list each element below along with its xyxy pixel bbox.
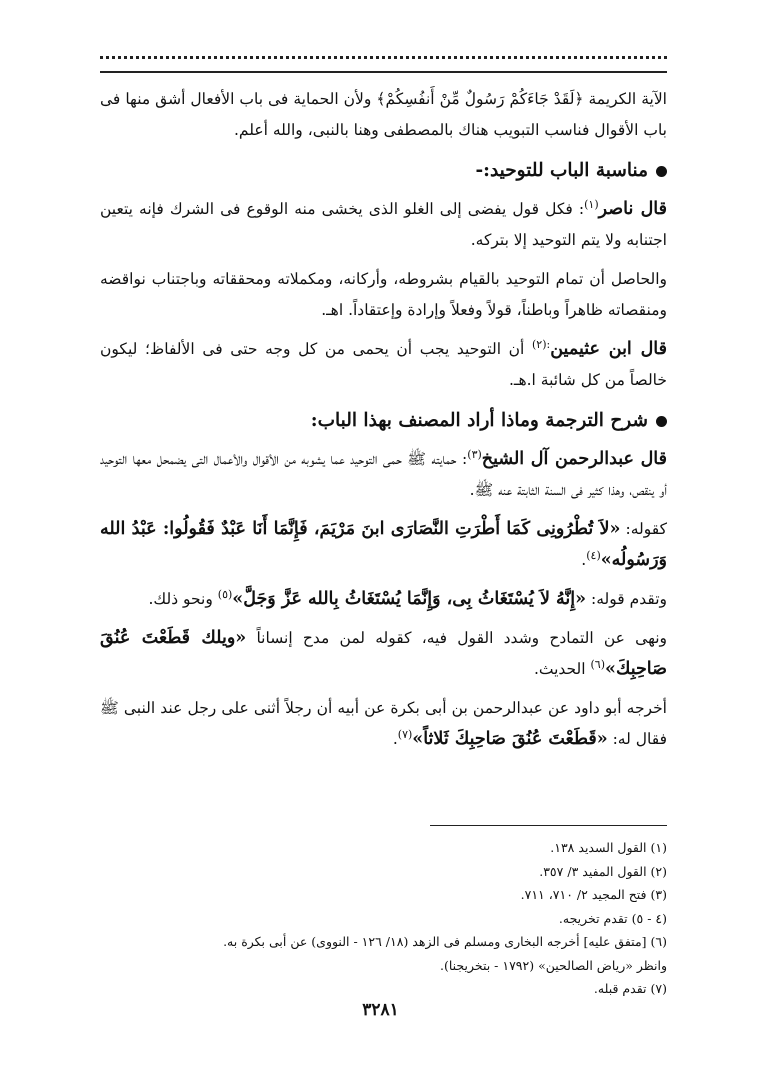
hadith-4-quote: «قَطَعْتَ عُنُقَ صَاحِبِكَ ثَلاثاً» <box>412 729 608 749</box>
section-heading-1-text: مناسبة الباب للتوحيد:- <box>475 160 648 181</box>
paragraph-uthaymeen <box>100 334 667 396</box>
footnote-divider <box>430 825 667 826</box>
footnote-ref-5: (٥) <box>217 587 233 601</box>
page-number: ٣٢٨١ <box>362 1000 399 1020</box>
footnote-ref-7: (٧) <box>397 727 413 741</box>
paragraph-1: الآية الكريمة ﴿لَقَدْ جَاءَكُمْ رَسُولٌ مِّنْ أَنفُسِكُمْ﴾ ولأن الحماية فى باب الأفعال أشق منها فى باب الأقوال فناسب التبويب هناك بالمصطفى وهنا بالنبى، والله أعلم. <box>100 90 667 139</box>
speaker-nasir: قال ناصر <box>598 199 667 219</box>
hadith-2-intro: وتقدم قوله: <box>586 590 667 608</box>
nasir-text: : فكل قول يفضى إلى الغلو الذى يخشى منه الوقوع فى الشرك فإنه يتعين اجتنابه ولا يتم التوحيد إلا بتركه. <box>100 200 667 249</box>
hadith-1-end: . <box>581 551 587 569</box>
footnote-item: (٤ - ٥) تقدم تخريجه. <box>558 910 667 926</box>
footnote-ref-6: (٦) <box>590 657 606 671</box>
speaker-abdulrahman: قال عبدالرحمن آل الشيخ <box>481 449 667 469</box>
paragraph-hadith-3 <box>100 623 667 685</box>
header-rule <box>100 71 667 73</box>
hadith-1-quote: «لاَ تُطْرُونِى كَمَا أَطْرَتِ النَّصَارَى ابنَ مَرْيَمَ، فَإِنَّمَا أَنَا عَبْدٌ فَقُولُوا: عَبْدُ الله وَرَسُولُه» <box>100 519 667 570</box>
hadith-2-end: ونحو ذلك. <box>148 590 218 608</box>
paragraph-hadith-2 <box>100 584 667 615</box>
footnote-ref-1: (١) <box>584 197 599 211</box>
footnote-item: (٢) القول المفيد ٣/ ٣٥٧. <box>539 863 667 879</box>
footnote-item: (٦) [متفق عليه] أخرجه البخارى ومسلم فى الزهد (١٨/ ١٢٦ - النووى) عن أبى بكرة به. <box>223 934 667 949</box>
uthaymeen-text: أن التوحيد يجب أن يحمى من كل وجه حتى فى الألفاظ؛ ليكون خالصاً من كل شائبة ا.هـ. <box>100 340 667 389</box>
footnote-item: (١) القول السديد ١٣٨. <box>550 840 667 855</box>
footnote-item: وانظر «رياض الصالحين» (١٧٩٢ - بتخريجنا). <box>440 957 667 973</box>
header-dotted-line <box>100 56 667 59</box>
hadith-3-intro: ونهى عن التمادح وشدد القول فيه، كقوله لمن مدح إنساناً <box>246 629 668 647</box>
hadith-4-intro: أخرجه أبو داود عن عبدالرحمن بن أبى بكرة عن أبيه أن رجلاً أثنى على رجل عند النبى ﷺ فقال له: <box>100 699 667 748</box>
main-text <box>100 84 667 759</box>
abdulrahman-text: : حمايته ﷺ حمى التوحيد عما يشوبه من الأقوال والأعمال التى يضمحل معها التوحيد أو ينقص، وهذا كثير فى السنة الثابتة عنه ﷺ. <box>100 450 667 499</box>
footnote-ref-3: (٣) <box>467 447 482 461</box>
footnote-ref-4: (٤) <box>586 548 601 562</box>
paragraph-hadith-1 <box>100 514 667 576</box>
section-heading-1 <box>100 154 667 188</box>
section-heading-2 <box>100 404 667 438</box>
hadith-4-end: . <box>392 730 398 748</box>
bullet-icon <box>656 166 667 177</box>
hadith-1-intro: كقوله: <box>620 520 667 538</box>
footnote-item: (٣) فتح المجيد ٢/ ٧١٠، ٧١١. <box>520 887 667 902</box>
footnote-ref-2: :(٢) <box>532 337 551 351</box>
footnote-item: (٧) تقدم قبله. <box>593 981 667 996</box>
paragraph-nasir <box>100 194 667 256</box>
paragraph-hadith-4 <box>100 693 667 755</box>
hadith-3-quote: «ويلك قَطَعْتَ عُنُقَ صَاحِبِكَ» <box>100 628 667 679</box>
paragraph-conclusion: والحاصل أن تمام التوحيد بالقيام بشروطه، وأركانه، ومكملاته ومحققاته وباجتناب نواقضه ومنقصاته ظاهراً وباطناً، قولاً وفعلاً وإرادة وإعتقاداً. اهـ. <box>100 270 667 319</box>
speaker-uthaymeen: قال ابن عثيمين <box>550 339 668 359</box>
hadith-3-end: الحديث. <box>533 660 591 678</box>
bullet-icon <box>656 416 667 427</box>
section-heading-2-text: شرح الترجمة وماذا أراد المصنف بهذا الباب: <box>310 410 648 431</box>
hadith-2-quote: «إِنَّهُ لاَ يُسْتَغَاثُ بِى، وَإِنَّمَا يُسْتَغَاثُ بِالله عَزَّ وَجَلَّ» <box>232 589 587 609</box>
paragraph-abdulrahman <box>100 444 667 506</box>
footnotes <box>100 836 667 1001</box>
